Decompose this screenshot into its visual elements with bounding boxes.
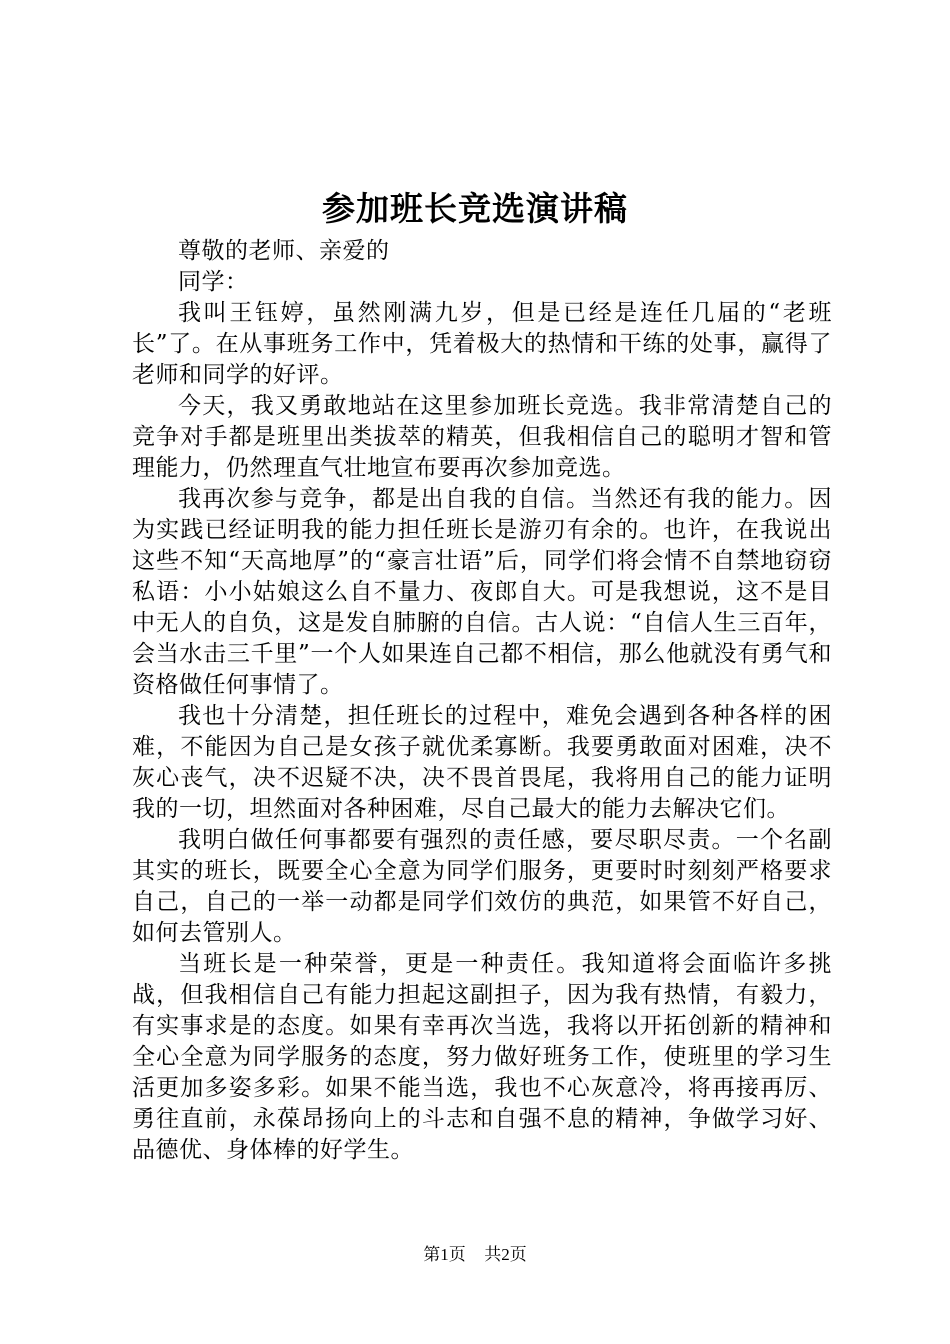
document-title: 参加班长竞选演讲稿 [322,189,628,228]
document-body [132,236,832,1166]
paragraph-introduction: 我叫王钰婷，虽然刚满九岁，但是已经是连任几届的“老班长”了。在从事班务工作中，凭着极大的热情和干练的处事，赢得了老师和同学的好评。 [132,300,832,388]
paragraph-responsibility: 我明白做任何事都要有强烈的责任感，要尽职尽责。一个名副其实的班长，既要全心全意为同学们服务，更要时时刻刻严格要求自己，自己的一举一动都是同学们效仿的典范，如果管不好自己，如何去管别人。 [132,827,832,946]
paragraph-conclusion: 当班长是一种荣誉，更是一种责任。我知道将会面临许多挑战，但我相信自己有能力担起这副担子，因为我有热情，有毅力，有实事求是的态度。如果有幸再次当选，我将以开拓创新的精神和全心全意为同学服务的态度，努力做好班务工作，使班里的学习生活更加多姿多彩。如果不能当选，我也不心灰意冷，将再接再厉、勇往直前，永葆昂扬向上的斗志和自强不息的精神，争做学习好、品德优、身体棒的好学生。 [132,951,832,1163]
page-number-current: 第1页 [423,1245,466,1264]
page-number-total: 共2页 [484,1245,527,1264]
page-footer [0,1244,950,1266]
salutation-line-2: 同学： [178,269,249,295]
paragraph-candidacy: 今天，我又勇敢地站在这里参加班长竞选。我非常清楚自己的竞争对手都是班里出类拔萃的精英，但我相信自己的聪明才智和管理能力，仍然理直气壮地宣布要再次参加竞选。 [132,393,832,481]
paragraph-confidence: 我再次参与竞争，都是出自我的自信。当然还有我的能力。因为实践已经证明我的能力担任班长是游刃有余的。也许，在我说出这些不知“天高地厚”的“豪言壮语”后，同学们将会情不自禁地窃窃私语：小小姑娘这么自不量力、夜郎自大。可是我想说，这不是目中无人的自负，这是发自肺腑的自信。古人说：“自信人生三百年，会当水击三千里”一个人如果连自己都不相信，那么他就没有勇气和资格做任何事情了。 [132,486,832,698]
salutation-line-1: 尊敬的老师、亲爱的 [178,238,390,264]
paragraph-difficulties: 我也十分清楚，担任班长的过程中，难免会遇到各种各样的困难，不能因为自己是女孩子就优柔寡断。我要勇敢面对困难，决不灰心丧气，决不迟疑不决，决不畏首畏尾，我将用自己的能力证明我的一切，坦然面对各种困难，尽自己最大的能力去解决它们。 [132,703,832,822]
